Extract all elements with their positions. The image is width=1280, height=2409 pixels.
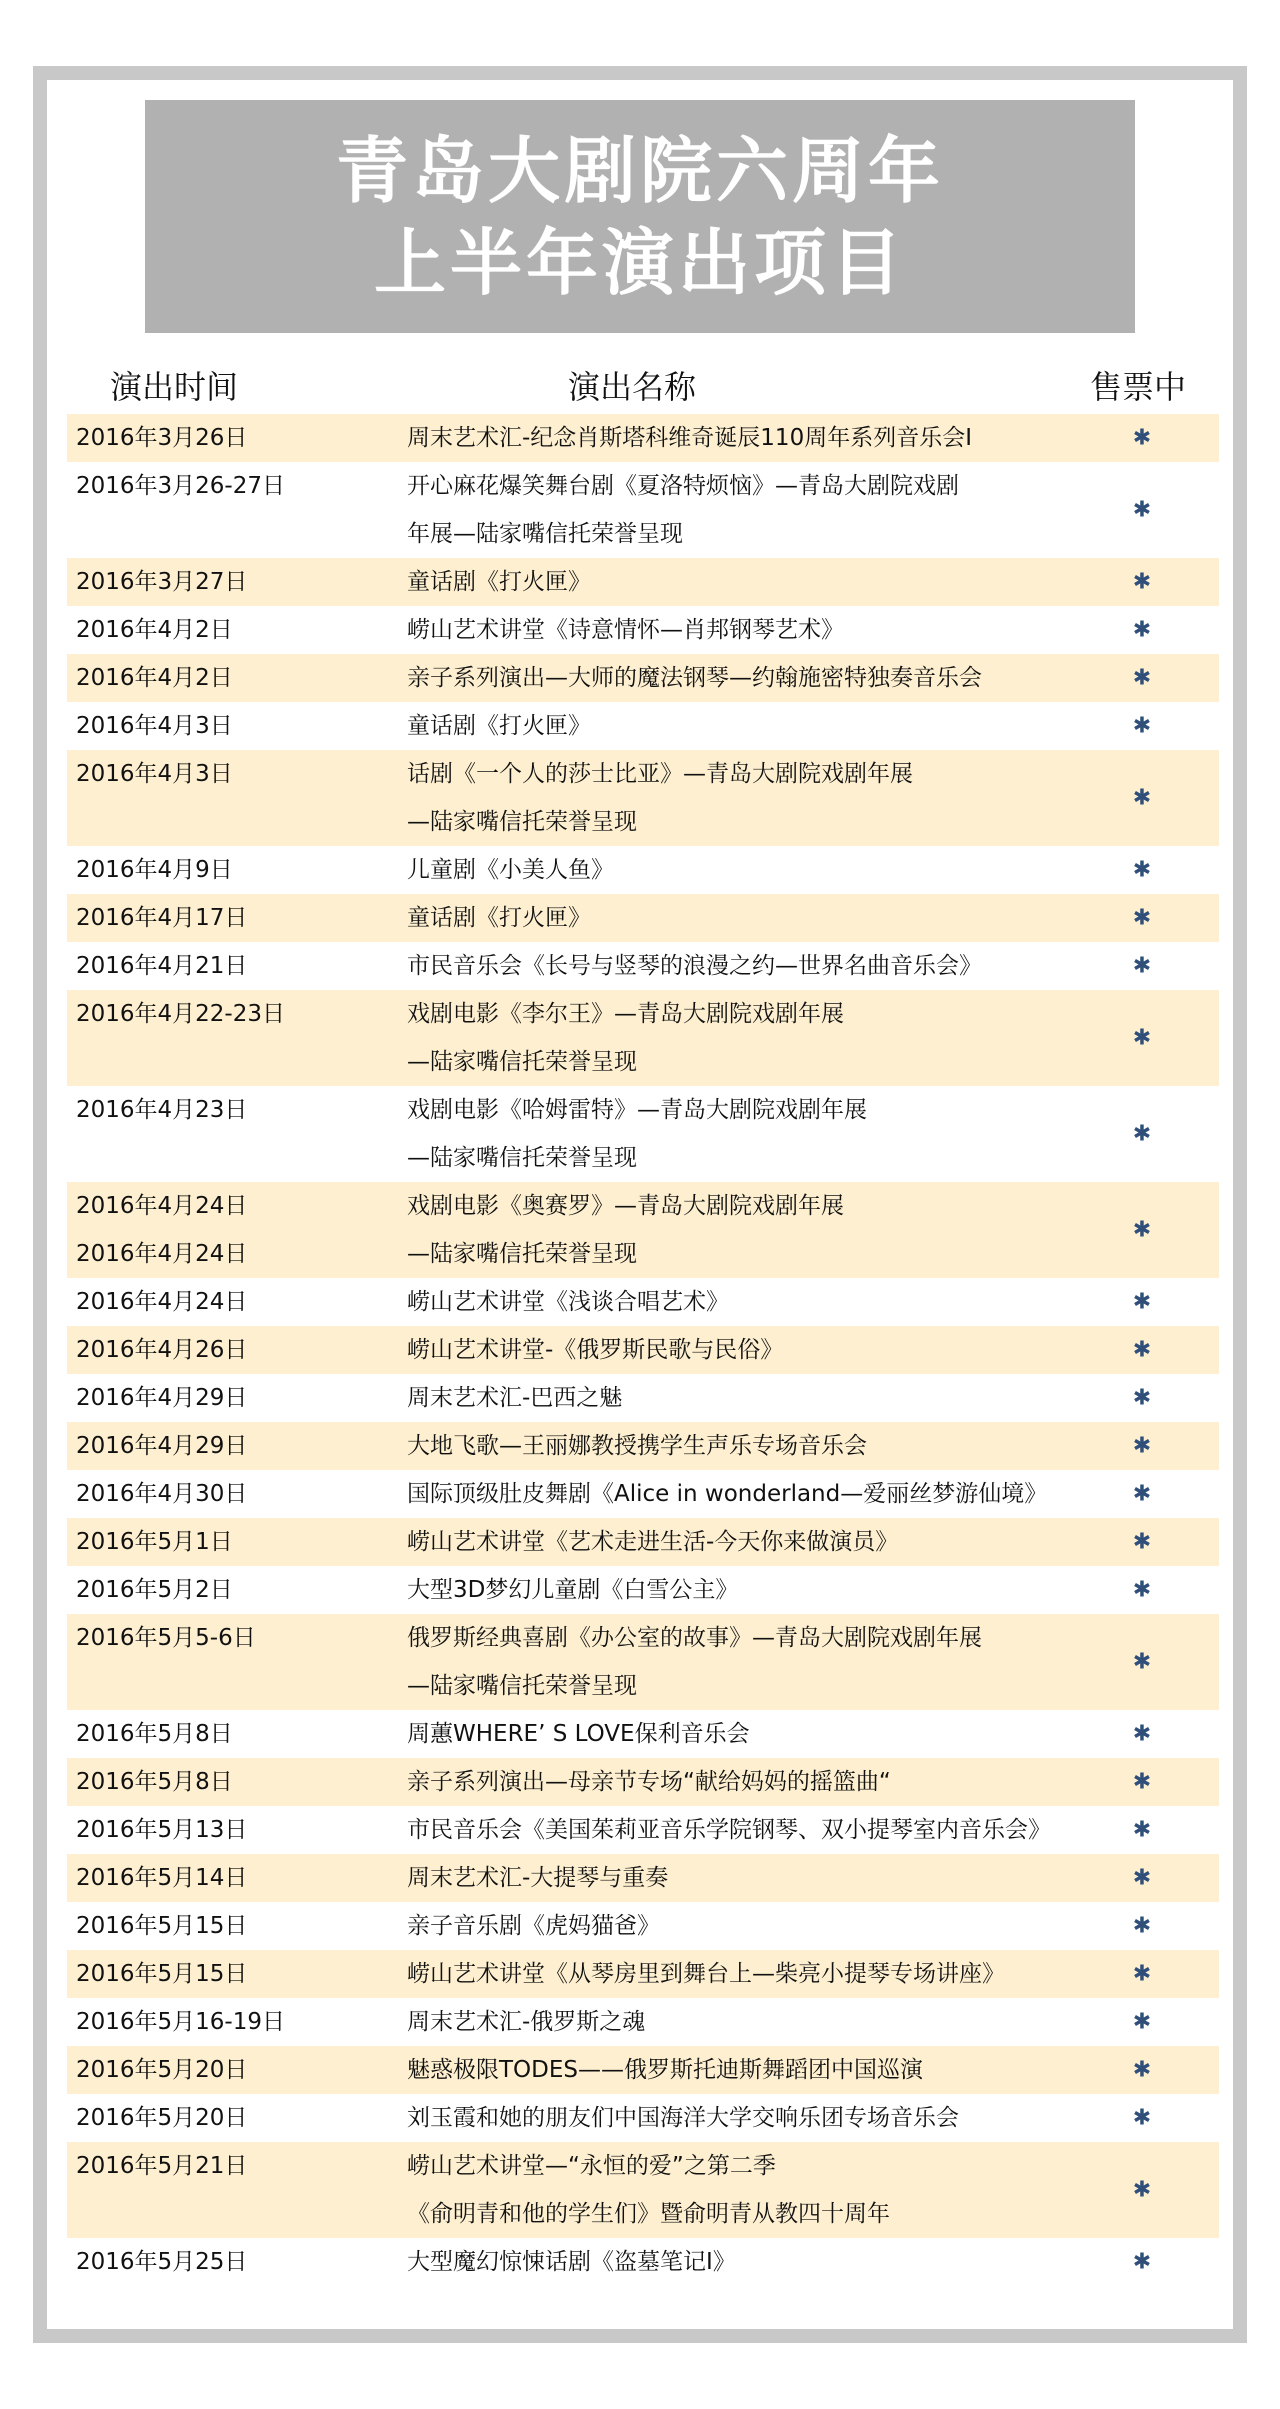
on-sale-star-icon: ✱ [1132,2105,1152,2131]
table-row [67,990,1219,1086]
table-row [67,654,1219,702]
performance-name-line: —陆家嘴信托荣誉呈现 [407,809,637,835]
on-sale-star-icon: ✱ [1132,1913,1152,1939]
table-row [67,1854,1219,1902]
table-row [67,2046,1219,2094]
performance-name-line: 市民音乐会《美国茱莉亚音乐学院钢琴、双小提琴室内音乐会》 [407,1817,1051,1843]
performance-name-line: 亲子系列演出—母亲节专场“献给妈妈的摇篮曲“ [407,1769,891,1795]
table-row [67,1518,1219,1566]
table-row [67,2238,1219,2286]
performance-date-line: 2016年4月2日 [76,617,233,643]
table-row [67,1182,1219,1278]
on-sale-star-icon: ✱ [1132,569,1152,595]
performance-date-line: 2016年5月13日 [76,1817,248,1843]
on-sale-star-icon: ✱ [1132,2057,1152,2083]
table-row [67,1902,1219,1950]
performance-name [407,1806,1051,1854]
performance-date-line: 2016年5月25日 [76,2249,248,2275]
performance-name [407,894,591,942]
table-row [67,1566,1219,1614]
performance-name-line: 大地飞歌—王丽娜教授携学生声乐专场音乐会 [407,1433,867,1459]
performance-date [76,2142,247,2190]
performance-name [407,1710,750,1758]
performance-date [76,894,247,942]
on-sale-star-icon: ✱ [1132,1337,1152,1363]
table-row [67,1710,1219,1758]
performance-date-line: 2016年4月30日 [76,1481,248,1507]
performance-date-line: 2016年4月24日 [76,1193,248,1219]
header-on-sale: 售票中 [1090,368,1187,406]
performance-date [76,1374,247,1422]
table-row [67,414,1219,462]
performance-date-line: 2016年5月20日 [76,2105,248,2131]
performance-name [407,750,913,846]
performance-name [407,1374,622,1422]
on-sale-star-icon: ✱ [1132,785,1152,811]
performance-name-line: 崂山艺术讲堂—“永恒的爱”之第二季 [407,2153,776,2179]
performance-name-line: 童话剧《打火匣》 [407,713,591,739]
performance-date [76,942,247,990]
table-row [67,1278,1219,1326]
performance-name [407,1086,867,1182]
performance-name [407,1758,891,1806]
performance-date-line: 2016年4月9日 [76,857,233,883]
performance-date [76,1854,247,1902]
performance-name-line: —陆家嘴信托荣誉呈现 [407,1241,637,1267]
performance-name-line: 周蕙WHERE’ S LOVE保利音乐会 [407,1721,750,1747]
performance-date-line: 2016年4月2日 [76,665,233,691]
performance-date [76,990,285,1038]
on-sale-star-icon: ✱ [1132,497,1152,523]
performance-name [407,702,591,750]
performance-date-line: 2016年4月26日 [76,1337,248,1363]
title-banner [145,100,1135,333]
performance-name [407,414,972,462]
performance-date [76,1950,247,1998]
performance-name-line: 亲子音乐剧《虎妈猫爸》 [407,1913,660,1939]
performance-date [76,558,247,606]
on-sale-star-icon: ✱ [1132,1817,1152,1843]
performance-date-line: 2016年5月15日 [76,1961,248,1987]
performance-date-line: 2016年4月22-23日 [76,1001,285,1027]
performance-name [407,2238,736,2286]
performance-date [76,1422,247,1470]
performance-name-line: 周末艺术汇-巴西之魅 [407,1385,623,1411]
performance-date-line: 2016年4月24日 [76,1289,248,1315]
performance-date-line: 2016年5月8日 [76,1769,233,1795]
performance-date [76,1566,233,1614]
performance-name-line: 《俞明青和他的学生们》暨俞明青从教四十周年 [407,2201,890,2227]
performance-date [76,2238,247,2286]
performance-name [407,2142,890,2238]
on-sale-star-icon: ✱ [1132,1289,1152,1315]
performance-date-line: 2016年4月23日 [76,1097,248,1123]
performance-date-line: 2016年5月20日 [76,2057,248,2083]
performance-name [407,990,844,1086]
performance-name-line: 童话剧《打火匣》 [407,905,591,931]
performance-date-line: 2016年5月1日 [76,1529,233,1555]
on-sale-star-icon: ✱ [1132,857,1152,883]
table-row [67,1470,1219,1518]
performance-date [76,1614,256,1662]
schedule-table [67,414,1219,2286]
performance-name-line: 戏剧电影《李尔王》—青岛大剧院戏剧年展 [407,1001,844,1027]
title-line-1: 青岛大剧院六周年 [335,128,944,213]
performance-name-line: 童话剧《打火匣》 [407,569,591,595]
performance-name [407,1998,645,2046]
performance-date [76,2094,247,2142]
performance-name [407,1278,729,1326]
performance-date [76,654,233,702]
table-row [67,1758,1219,1806]
performance-name [407,1518,898,1566]
on-sale-star-icon: ✱ [1132,1529,1152,1555]
performance-name-line: —陆家嘴信托荣誉呈现 [407,1145,637,1171]
on-sale-star-icon: ✱ [1132,1121,1152,1147]
performance-date [76,1518,233,1566]
on-sale-star-icon: ✱ [1132,665,1152,691]
performance-name-line: 市民音乐会《长号与竖琴的浪漫之约—世界名曲音乐会》 [407,953,982,979]
performance-date [76,1806,247,1854]
performance-name-line: 周末艺术汇-纪念肖斯塔科维奇诞辰110周年系列音乐会Ⅰ [407,425,972,451]
performance-name-line: 周末艺术汇-大提琴与重奏 [407,1865,669,1891]
performance-date-line: 2016年3月26-27日 [76,473,285,499]
table-row [67,894,1219,942]
performance-date-line: 2016年5月2日 [76,1577,233,1603]
performance-name-line: 大型魔幻惊悚话剧《盗墓笔记Ⅰ》 [407,2249,736,2275]
performance-name [407,2094,959,2142]
performance-name [407,1614,982,1710]
on-sale-star-icon: ✱ [1132,1769,1152,1795]
performance-date-line: 2016年5月5-6日 [76,1625,256,1651]
performance-name-line: 亲子系列演出—大师的魔法钢琴—约翰施密特独奏音乐会 [407,665,982,691]
performance-date [76,846,233,894]
performance-name [407,606,844,654]
performance-name [407,1326,783,1374]
performance-name-line: 俄罗斯经典喜剧《办公室的故事》—青岛大剧院戏剧年展 [407,1625,982,1651]
table-row [67,2094,1219,2142]
performance-name-line: 刘玉霞和她的朋友们中国海洋大学交响乐团专场音乐会 [407,2105,959,2131]
table-row [67,1422,1219,1470]
on-sale-star-icon: ✱ [1132,953,1152,979]
on-sale-star-icon: ✱ [1132,1577,1152,1603]
performance-date-line: 2016年5月16-19日 [76,2009,285,2035]
table-row [67,846,1219,894]
on-sale-star-icon: ✱ [1132,2177,1152,2203]
table-row [67,1614,1219,1710]
performance-name-line: 话剧《一个人的莎士比亚》—青岛大剧院戏剧年展 [407,761,913,787]
performance-name-line: 崂山艺术讲堂《从琴房里到舞台上—柴亮小提琴专场讲座》 [407,1961,1005,1987]
table-row [67,1806,1219,1854]
on-sale-star-icon: ✱ [1132,1961,1152,1987]
on-sale-star-icon: ✱ [1132,2009,1152,2035]
on-sale-star-icon: ✱ [1132,425,1152,451]
performance-name-line: 戏剧电影《奥赛罗》—青岛大剧院戏剧年展 [407,1193,844,1219]
performance-date [76,462,285,510]
performance-name-line: 戏剧电影《哈姆雷特》—青岛大剧院戏剧年展 [407,1097,867,1123]
performance-date-line: 2016年3月27日 [76,569,248,595]
on-sale-star-icon: ✱ [1132,1649,1152,1675]
performance-date [76,750,233,798]
performance-name-line: 崂山艺术讲堂《诗意情怀—肖邦钢琴艺术》 [407,617,844,643]
performance-name [407,1470,1047,1518]
performance-name [407,1950,1005,1998]
performance-date-line: 2016年4月3日 [76,761,233,787]
performance-name [407,1566,738,1614]
header-name: 演出名称 [568,368,697,406]
performance-date-line: 2016年5月14日 [76,1865,248,1891]
performance-date-line: 2016年5月21日 [76,2153,248,2179]
table-row [67,558,1219,606]
performance-date-line: 2016年4月3日 [76,713,233,739]
performance-date [76,1326,247,1374]
performance-name [407,942,982,990]
performance-name-line: 儿童剧《小美人鱼》 [407,857,614,883]
performance-name [407,558,591,606]
on-sale-star-icon: ✱ [1132,617,1152,643]
performance-date-line: 2016年4月17日 [76,905,248,931]
performance-date [76,1182,247,1278]
performance-date-line: 2016年4月29日 [76,1433,248,1459]
performance-date-line: 2016年5月8日 [76,1721,233,1747]
performance-name-line: 大型3D梦幻儿童剧《白雪公主》 [407,1577,739,1603]
performance-name-line: 崂山艺术讲堂-《俄罗斯民歌与民俗》 [407,1337,784,1363]
table-row [67,1086,1219,1182]
on-sale-star-icon: ✱ [1132,1385,1152,1411]
table-row [67,750,1219,846]
table-row [67,2142,1219,2238]
performance-name-line: 崂山艺术讲堂《艺术走进生活-今天你来做演员》 [407,1529,899,1555]
table-row [67,1374,1219,1422]
on-sale-star-icon: ✱ [1132,1721,1152,1747]
performance-date [76,414,247,462]
table-row [67,1326,1219,1374]
table-row [67,606,1219,654]
performance-date [76,1758,233,1806]
performance-date-line: 2016年5月15日 [76,1913,248,1939]
on-sale-star-icon: ✱ [1132,1217,1152,1243]
on-sale-star-icon: ✱ [1132,2249,1152,2275]
header-date: 演出时间 [110,368,239,406]
on-sale-star-icon: ✱ [1132,1025,1152,1051]
performance-date [76,1086,247,1134]
performance-date [76,606,233,654]
performance-name [407,1422,867,1470]
performance-name-line: 开心麻花爆笑舞台剧《夏洛特烦恼》—青岛大剧院戏剧 [407,473,959,499]
performance-date-line: 2016年3月26日 [76,425,248,451]
performance-date-line: 2016年4月24日 [76,1241,248,1267]
table-row [67,702,1219,750]
performance-name [407,846,614,894]
performance-date-line: 2016年4月29日 [76,1385,248,1411]
performance-date [76,2046,247,2094]
on-sale-star-icon: ✱ [1132,1433,1152,1459]
performance-name [407,1902,660,1950]
table-row [67,462,1219,558]
performance-date-line: 2016年4月21日 [76,953,248,979]
performance-name-line: 年展—陆家嘴信托荣誉呈现 [407,521,683,547]
table-row [67,1950,1219,1998]
title-line-2: 上半年演出项目 [373,220,906,305]
performance-name-line: 周末艺术汇-俄罗斯之魂 [407,2009,646,2035]
on-sale-star-icon: ✱ [1132,713,1152,739]
performance-date [76,702,233,750]
performance-name [407,462,959,558]
performance-name-line: —陆家嘴信托荣誉呈现 [407,1049,637,1075]
table-row [67,1998,1219,2046]
performance-name [407,1854,668,1902]
performance-date [76,1470,247,1518]
performance-name [407,654,982,702]
performance-name-line: 国际顶级肚皮舞剧《Alice in wonderland—爱丽丝梦游仙境》 [407,1481,1048,1507]
table-row [67,942,1219,990]
performance-name [407,1182,844,1278]
performance-name-line: 崂山艺术讲堂《浅谈合唱艺术》 [407,1289,729,1315]
performance-name [407,2046,923,2094]
on-sale-star-icon: ✱ [1132,905,1152,931]
performance-date [76,1278,247,1326]
performance-name-line: —陆家嘴信托荣誉呈现 [407,1673,637,1699]
on-sale-star-icon: ✱ [1132,1865,1152,1891]
performance-date [76,1902,247,1950]
on-sale-star-icon: ✱ [1132,1481,1152,1507]
performance-name-line: 魅惑极限TODES——俄罗斯托迪斯舞蹈团中国巡演 [407,2057,923,2083]
performance-date [76,1710,233,1758]
performance-date [76,1998,285,2046]
